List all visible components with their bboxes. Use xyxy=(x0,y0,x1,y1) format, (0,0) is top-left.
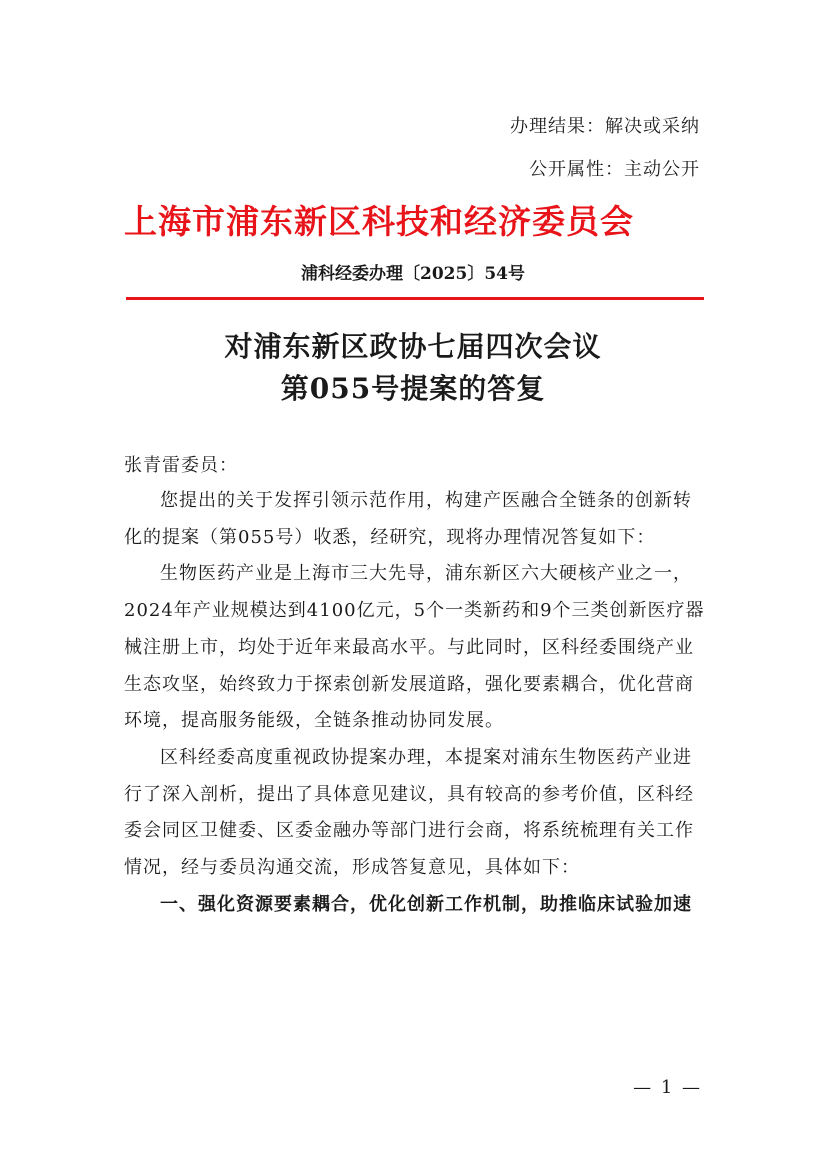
body-paragraph: 您提出的关于发挥引领示范作用，构建产医融合全链条的创新转化的提案（第055号）收悉，经研究，现将办理情况答复如下： xyxy=(124,490,692,548)
issuing-organization-title: 上海市浦东新区科技和经济委员会 xyxy=(124,202,634,241)
section-heading: 一、强化资源要素耦合，优化创新工作机制，助推临床试验加速 xyxy=(160,893,692,915)
body-paragraph: 区科经委高度重视政协提案办理，本提案对浦东生物医药产业进行了深入剖析，提出了具体意见建议，具有较高的参考价值，区科经委会同区卫健委、区委金融办等部门进行会商，将系统梳理有关工作情况，经与委员沟通交流，形成答复意见，具体如下： xyxy=(124,746,694,879)
body-paragraph: 生物医药产业是上海市三大先导，浦东新区六大硬核产业之一，2024年产业规模达到4100亿元，5个一类新药和9个三类创新医疗器械注册上市，均处于近年来最高水平。与此同时，区科经委围绕产业生态攻坚，始终致力于探索创新发展道路，强化要素耦合，优化营商环境，提高服务能级，全链条推动协同发展。 xyxy=(124,563,705,732)
handling-result: 办理结果：解决或采纳 xyxy=(510,116,700,137)
document-number: 浦科经委办理〔2025〕54号 xyxy=(301,264,525,284)
document-title-line-1: 对浦东新区政协七届四次会议 xyxy=(224,330,602,363)
salutation: 张青雷委员： xyxy=(124,455,238,476)
disclosure-attribute: 公开属性：主动公开 xyxy=(529,159,700,180)
document-body xyxy=(124,483,708,923)
document-title-line-2: 第055号提案的答复 xyxy=(280,372,546,405)
page-number: — 1 — xyxy=(633,1077,702,1098)
red-header-rule xyxy=(126,297,704,300)
